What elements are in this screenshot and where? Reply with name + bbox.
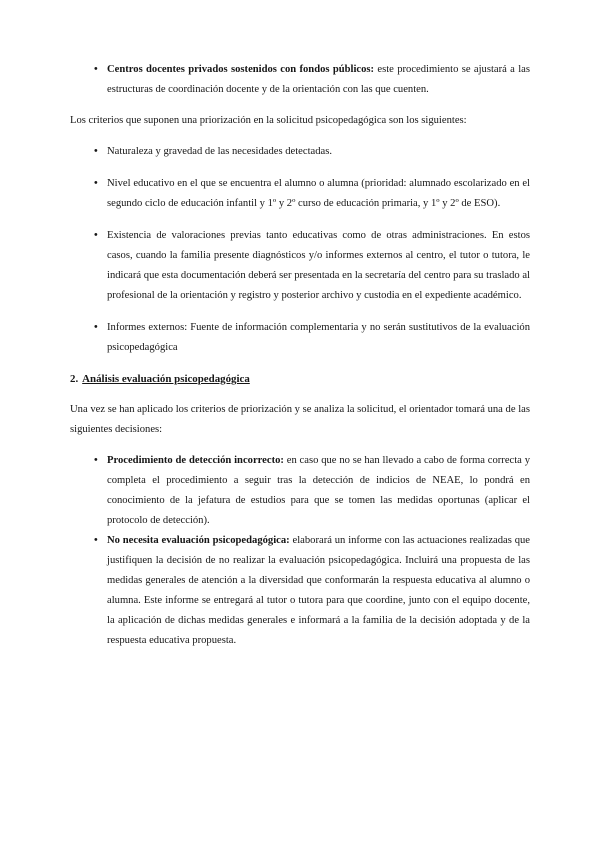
item-text-rest: este procedimiento se ajustará a las estructuras de coordinación docente y de la orientación con las que cuenten. xyxy=(107,64,530,95)
bullet-icon: • xyxy=(94,146,98,157)
list-item xyxy=(70,60,530,100)
item-text xyxy=(107,535,530,646)
list-item xyxy=(70,226,530,306)
heading-number: 2. xyxy=(70,373,79,385)
list-item xyxy=(70,451,530,531)
bullet-icon: • xyxy=(94,230,98,241)
bullet-icon: • xyxy=(94,178,98,189)
bullet-icon: • xyxy=(94,322,98,333)
list-item xyxy=(70,174,530,214)
bullet-icon: • xyxy=(94,64,98,75)
criterios-bullet-list xyxy=(70,142,530,358)
decisiones-bullet-list xyxy=(70,451,530,651)
item-text-rest: en caso que no se han llevado a cabo de forma correcta y completa el procedimiento a seguir tras la detección de indicios de NEAE, lo pondrá en conocimiento de la jefatura de estudios para que se tomen las medidas oportunas (aplicar el protocolo de detección). xyxy=(107,455,530,526)
paragraph-decisiones: Una vez se han aplicado los criterios de priorización y se analiza la solicitud, el orientador tomará una de las siguientes decisiones: xyxy=(70,404,530,435)
list-item xyxy=(70,531,530,651)
item-text xyxy=(107,455,530,526)
item-text-rest: elaborará un informe con las actuaciones realizadas que justifiquen la decisión de no realizar la evaluación psicopedagógica. Incluirá una propuesta de las medidas generales de atención a la diversidad que conformarán la respuesta educativa al alumno o alumna. Este informe se entregará al tutor o tutora para que coordine, junto con el equipo docente, la aplicación de dichas medidas generales e informará a la familia de la decisión adoptada y de la respuesta educativa propuesta. xyxy=(107,535,530,646)
bullet-icon: • xyxy=(94,535,98,546)
bullet-icon: • xyxy=(94,455,98,466)
item-text xyxy=(107,64,530,95)
paragraph-criterios: Los criterios que suponen una priorización en la solicitud psicopedagógica son los siguientes: xyxy=(70,115,467,126)
item-text: Existencia de valoraciones previas tanto educativas como de otras administraciones. En estos casos, cuando la familia presente diagnósticos y/o informes externos al centro, el tutor o tutora, le indicará que esta documentación deberá ser presentada en la secretaría del centro para su traslado al profesional de la orientación y registro y posterior archivo y custodia en el expediente académico. xyxy=(107,230,530,301)
bold-lead: Centros docentes privados sostenidos con fondos públicos: xyxy=(107,64,375,75)
list-item xyxy=(70,318,530,358)
heading-title: Análisis evaluación psicopedagógica xyxy=(82,373,250,385)
bold-lead: Procedimiento de detección incorrecto: xyxy=(107,455,284,466)
item-text: Informes externos: Fuente de información complementaria y no serán sustitutivos de la evaluación psicopedagógica xyxy=(107,322,530,353)
section-heading xyxy=(70,369,530,389)
item-text: Naturaleza y gravedad de las necesidades detectadas. xyxy=(107,146,332,157)
centros-bullet-list xyxy=(70,60,530,100)
bold-lead: No necesita evaluación psicopedagógica: xyxy=(107,535,290,546)
list-item xyxy=(70,142,530,162)
item-text: Nivel educativo en el que se encuentra el alumno o alumna (prioridad: alumnado escolarizado en el segundo ciclo de educación infantil y 1º y 2º curso de educación primaria, y 1º y 2º de ESO). xyxy=(107,178,530,209)
